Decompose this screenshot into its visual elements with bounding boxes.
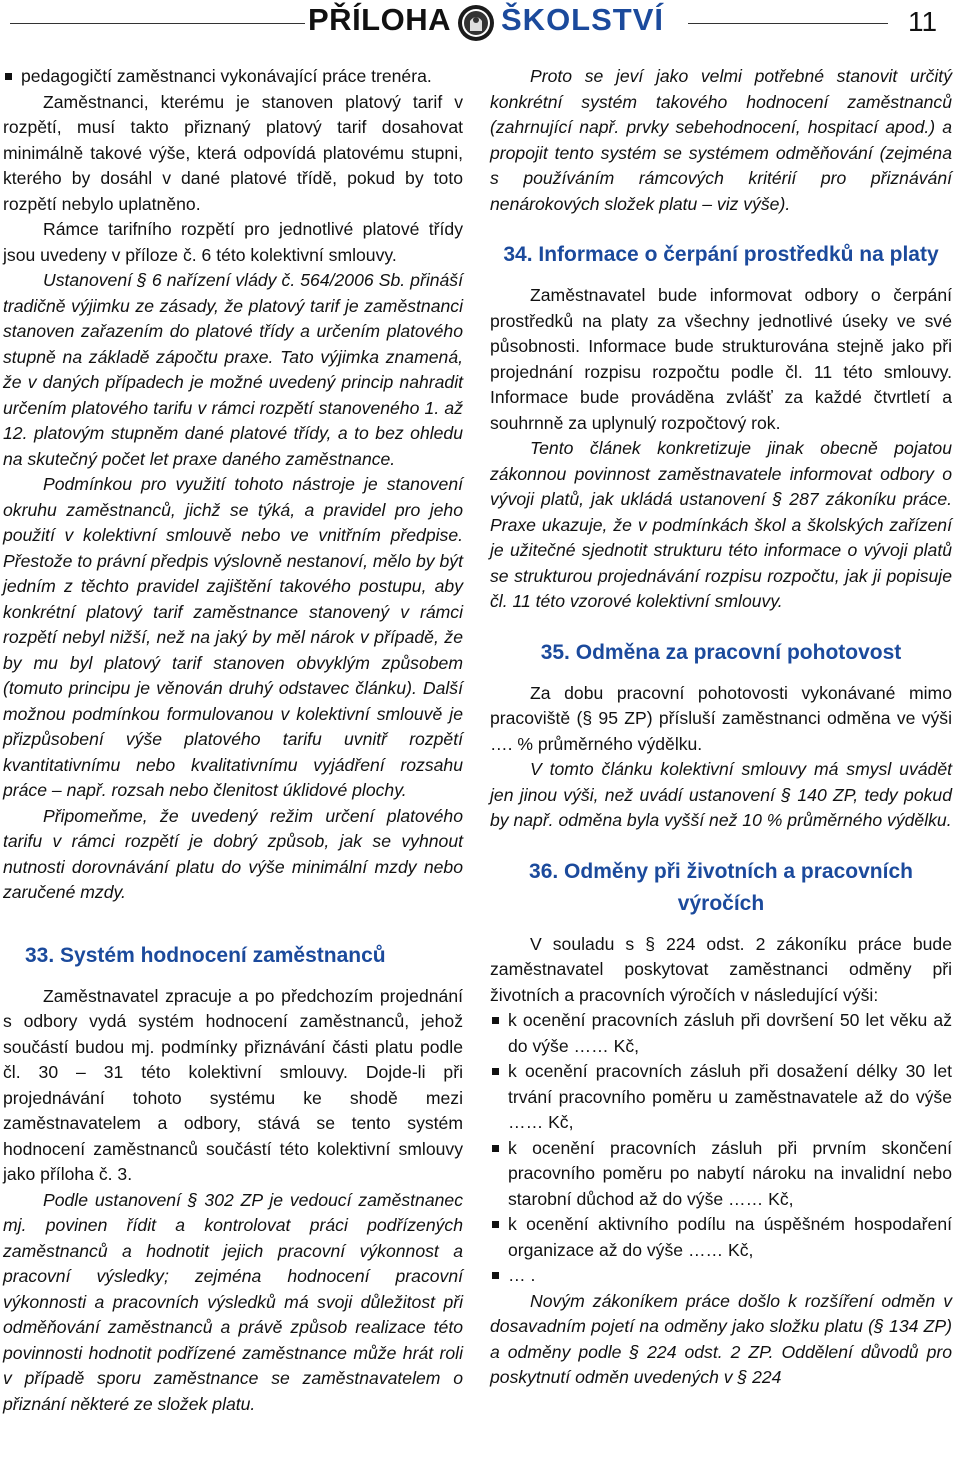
paragraph: Rámce tarifního rozpětí pro jednotlivé platové třídy jsou uvedeny v příloze č. 6 této kolektivní smlouvy. bbox=[3, 219, 463, 265]
commentary-paragraph: Ustanovení § 6 nařízení vlády č. 564/2006 Sb. přináší tradičně výjimku ze zásady, že platový tarif je zaměstnanci stanoven zařazením do platové třídy a určením platového stupně na základě zápočtu praxe. Tato výjimka znamená, že v daných případech je možné uvedený princip nahradit určením platového tarifu v rámci rozpětí stanoveného 1. až 12. platovým stupněm dané platové třídy, a to bez ohledu na skutečný počet let praxe daného zaměstnance. bbox=[3, 270, 463, 469]
list-item: k ocenění pracovních zásluh při dovršení 50 let věku až do výše …… Kč, bbox=[490, 1008, 952, 1059]
header-title-priloha: PŘÍLOHA bbox=[308, 2, 451, 37]
paragraph: Zaměstnavatel zpracuje a po předchozím projednání s odbory vydá systém hodnocení zaměstnanců, jehož součástí budou mj. podmínky přiznávání části platu podle čl. 30 – 31 této kolektivní smlouvy. Dojde-li při projednávání tohoto systému ke shodě mezi zaměstnavatelem a odbory, stává se tento systém hodnocení zaměstnanců součástí této kolektivní smlouvy jako příloha č. 3. bbox=[3, 985, 463, 1184]
school-crest-icon bbox=[457, 3, 495, 43]
section-heading-36: 36. Odměny při životních a pracovních výročích bbox=[529, 859, 913, 915]
paragraph: V souladu s § 224 odst. 2 zákoníku práce bude zaměstnavatel poskytovat zaměstnanci odměny při životních a pracovních výročích v následující výši: bbox=[490, 933, 952, 1005]
paragraph: Zaměstnanci, kterému je stanoven platový tarif v rozpětí, musí takto přiznaný platový tarif dosahovat minimálně takové výše, která odpovídá platovému stupni, kterého by dosáhl v dané platové třídě, pokud by toto rozpětí nebylo uplatněno. bbox=[3, 91, 463, 214]
right-column bbox=[490, 64, 952, 1391]
header-rule-right bbox=[688, 23, 888, 24]
page-number: 11 bbox=[908, 6, 938, 37]
header-rule-left bbox=[10, 23, 305, 24]
list-item: k ocenění aktivního podílu na úspěšném hospodaření organizace až do výše …… Kč, bbox=[490, 1212, 952, 1263]
paragraph: Zaměstnavatel bude informovat odbory o čerpání prostředků na platy za všechny jednotlivé úseky ve své působnosti. Informace bude strukturována stejně jako při projednání rozpisu rozpočtu podle čl. 11 této smlouvy. Informace bude prováděna zvlášť za každé čtvrtletí a souhrnně za uplynulý rozpočtový rok. bbox=[490, 285, 952, 433]
list-item: … . bbox=[490, 1263, 952, 1289]
commentary-paragraph: Tento článek konkretizuje jinak obecně pojatou zákonnou povinnost zaměstnavatele informovat odbory o vývoji platů, jak ukládá ustanovení § 287 zákoníku práce. Praxe ukazuje, že v podmínkách škol a školských zařízení je užitečné sjednotit strukturu této informace o vývoji platů se strukturou projednávání rozpisu rozpočtu, jak ji popisuje čl. 11 této vzorové kolektivní smlouvy. bbox=[490, 438, 952, 611]
commentary-paragraph: Podmínkou pro využití tohoto nástroje je stanovení okruhu zaměstnanců, jichž se týká, a pravidel pro jeho použití v kolektivní smlouvě nebo ve vnitřním předpise. Přestože to právní předpis výslovně nestanoví, mělo by být jedním z těchto pravidel zajištění takového postupu, aby konkrétní platový tarif zaměstnance stanovený v rámci rozpětí nebyl nižší, než na jaký by měl nárok v případě, že by mu byl platový tarif stanoven obvyklým způsobem (tomuto principu je věnován druhý odstavec článku). Další možnou podmínkou formulovanou v kolektivní smlouvě je přizpůsobení výše platového tarifu uvnitř rozpětí kvantitativnímu nebo kvalitativnímu vyjádření rozsahu práce – např. rozsah nebo členitost úklidové plochy. bbox=[3, 474, 463, 800]
section-heading-34: 34. Informace o čerpání prostředků na platy bbox=[503, 243, 939, 266]
section-heading-33: 33. Systém hodnocení zaměstnanců bbox=[25, 943, 386, 967]
commentary-paragraph: Novým zákoníkem práce došlo k rozšíření odměn v dosavadním pojetí na odměny jako složku platu (§ 134 ZP) a odměny podle § 224 odst. 2 ZP. Oddělení důvodů pro poskytnutí odměn uvedených v § 224 bbox=[490, 1290, 952, 1387]
paragraph: Za dobu pracovní pohotovosti vykonávané mimo pracoviště (§ 95 ZP) přísluší zaměstnanci odměna ve výši …. % průměrného výdělku. bbox=[490, 682, 952, 754]
commentary-paragraph: Podle ustanovení § 302 ZP je vedoucí zaměstnanec mj. povinen řídit a kontrolovat práci podřízených zaměstnanců a hodnotit jejich pracovní výkonnost a pracovní výsledky; zejména hodnocení pracovní výkonnosti a pracovních výsledků má svoji důležitost při odměňování zaměstnanců a právě způsob realizace této povinnosti hodnotit podřízené zaměstnance může hrát roli v případě sporu zaměstnance se zaměstnavatelem o přiznání některé ze složek platu. bbox=[3, 1189, 463, 1414]
section-heading-35: 35. Odměna za pracovní pohotovost bbox=[540, 640, 902, 664]
list-item: k ocenění pracovních zásluh při dosažení délky 30 let trvání pracovního poměru u zaměstnavatele až do výše …… Kč, bbox=[490, 1059, 952, 1136]
list-item: pedagogičtí zaměstnanci vykonávající práce trenéra. bbox=[3, 64, 463, 90]
list-item: k ocenění pracovních zásluh při prvním skončení pracovního poměru po nabytí nároku na invalidní nebo starobní důchod až do výše …… Kč, bbox=[490, 1136, 952, 1213]
bonus-bullet-list bbox=[490, 1008, 952, 1289]
left-column bbox=[3, 64, 463, 1417]
page-header bbox=[0, 0, 960, 50]
commentary-paragraph: Připomeňme, že uvedený režim určení platového tarifu v rámci rozpětí je dobrý způsob, jak se vyhnout nutnosti dorovnávání platu do výše minimální mzdy nebo zaručené mzdy. bbox=[3, 805, 463, 902]
header-title-skolstvi: ŠKOLSTVÍ bbox=[501, 2, 665, 37]
intro-bullet-list bbox=[3, 64, 463, 90]
commentary-paragraph: V tomto článku kolektivní smlouvy má smysl uvádět jen jinou výši, než uvádí ustanovení § 140 ZP, tedy pokud by např. odměna byla vyšší než 10 % průměrného výdělku. bbox=[490, 759, 952, 830]
commentary-paragraph: Proto se jeví jako velmi potřebné stanovit určitý konkrétní systém takového hodnocení zaměstnanců (zahrnující např. prvky sebehodnocení, hospitací apod.) a propojit tento systém se systémem odměňování (zejména s používáním rámcových kritérií pro přiznávání nenárokových složek platu – viz výše). bbox=[490, 66, 952, 214]
